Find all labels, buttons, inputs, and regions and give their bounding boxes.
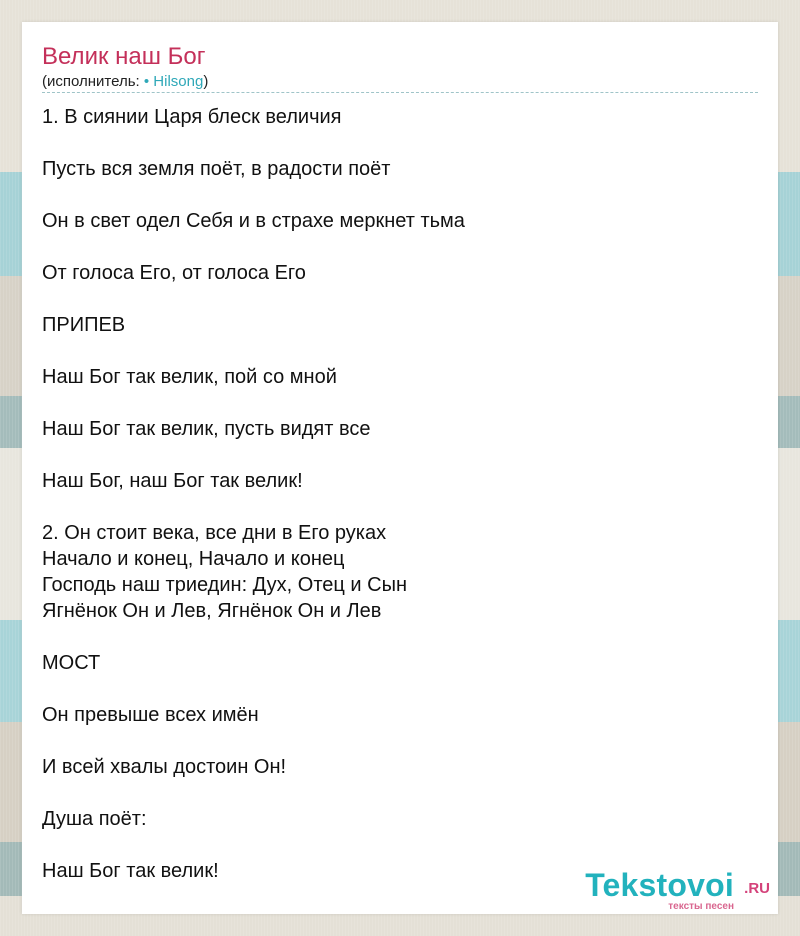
lyric-line: 2. Он стоит века, все дни в Его руках	[42, 522, 387, 544]
lyrics-body	[42, 104, 758, 884]
lyric-line: Наш Бог так велик, пусть видят все	[42, 418, 371, 440]
lyric-line: ПРИПЕВ	[42, 314, 126, 336]
song-title: Велик наш Бог	[42, 43, 206, 70]
artist-line	[42, 73, 208, 91]
lyric-line: Он в свет одел Себя и в страхе меркнет тьма	[42, 210, 465, 232]
lyric-line: Наш Бог, наш Бог так велик!	[42, 470, 303, 492]
lyric-line: От голоса Его, от голоса Его	[42, 262, 306, 284]
title-divider	[42, 92, 758, 93]
logo-wordmark: Tekstovoi	[585, 867, 734, 903]
logo-domain: .RU	[744, 880, 770, 897]
site-logo[interactable]	[560, 868, 770, 912]
lyric-line: Он превыше всех имён	[42, 704, 259, 726]
artist-prefix: (исполнитель:	[42, 73, 144, 90]
logo-tagline: тексты песен	[668, 901, 734, 912]
lyric-line: Господь наш триедин: Дух, Отец и Сын	[42, 574, 407, 596]
lyric-line: Начало и конец, Начало и конец	[42, 548, 345, 570]
lyric-line: Наш Бог так велик, пой со мной	[42, 366, 337, 388]
lyrics-card	[22, 22, 778, 914]
artist-link[interactable]: • Hilsong	[143, 73, 204, 90]
lyric-line: И всей хвалы достоин Он!	[42, 756, 287, 778]
lyric-line: МОСТ	[42, 652, 101, 674]
lyric-line: Пусть вся земля поёт, в радости поёт	[42, 158, 391, 180]
lyric-line: Наш Бог так велик!	[42, 860, 219, 882]
lyric-line: Душа поёт:	[42, 808, 147, 830]
lyric-line: 1. В сиянии Царя блеск величия	[42, 106, 342, 128]
artist-suffix: )	[203, 73, 209, 90]
lyric-line: Ягнёнок Он и Лев, Ягнёнок Он и Лев	[42, 600, 382, 622]
